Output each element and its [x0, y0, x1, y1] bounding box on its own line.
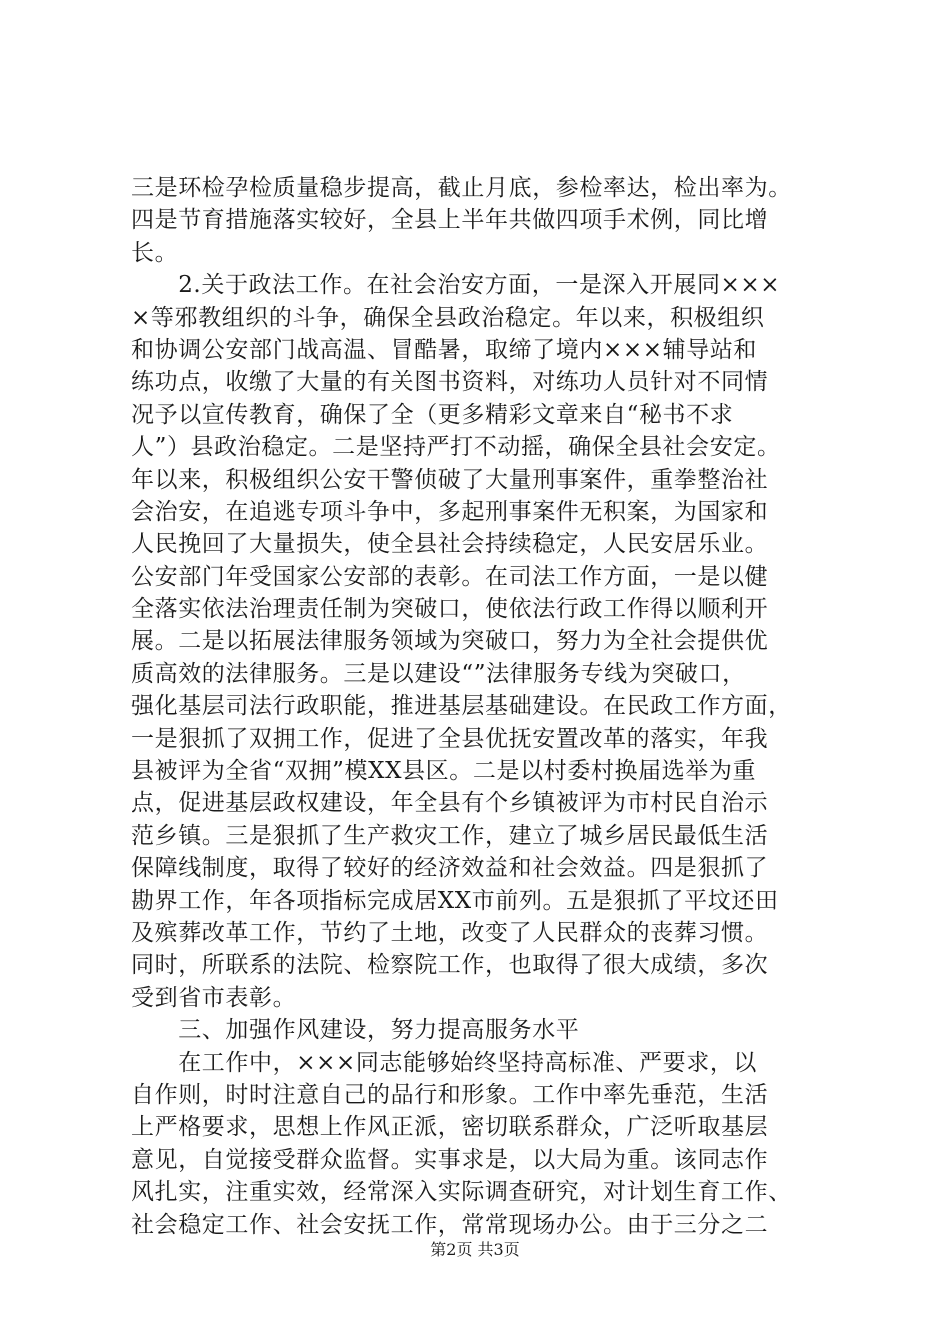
- text-line: 强化基层司法行政职能，推进基层基础建设。在民政工作方面，: [131, 693, 792, 720]
- text-line: 三是环检孕检质量稳步提高，截止月底，参检率达，检出率为。: [131, 175, 792, 201]
- text-line: 况予以宣传教育，确保了全（更多精彩文章来自“秘书不求: [131, 401, 734, 428]
- text-line: 保障线制度，取得了较好的经济效益和社会效益。四是狠抓了: [131, 855, 769, 882]
- page-footer: 第2页 共3页: [430, 1240, 520, 1259]
- text-line: 社会稳定工作、社会安抚工作，常常现场办公。由于三分之二: [131, 1211, 769, 1238]
- text-line: ×等邪教组织的斗争，确保全县政治稳定。年以来，积极组织: [131, 304, 765, 331]
- text-line: 县被评为全省“双拥”模XX县区。二是以村委村换届选举为重: [131, 758, 757, 785]
- text-line: 自作则，时时注意自己的品行和形象。工作中率先垂范，生活: [131, 1081, 769, 1108]
- text-line: 三、加强作风建设，努力提高服务水平: [131, 1017, 580, 1044]
- text-line: 长。: [131, 239, 179, 266]
- text-line: 和协调公安部门战高温、冒酷暑，取缔了境内×××辅导站和: [131, 336, 758, 363]
- text-line: 受到省市表彰。: [131, 984, 297, 1011]
- text-line: 全落实依法治理责任制为突破口，使依法行政工作得以顺利开: [131, 596, 769, 623]
- text-line: 意见，自觉接受群众监督。实事求是，以大局为重。该同志作: [131, 1146, 769, 1173]
- text-line: 一是狠抓了双拥工作，促进了全县优抚安置改革的落实，年我: [131, 725, 769, 752]
- text-line: 年以来，积极组织公安干警侦破了大量刑事案件，重拳整治社: [131, 466, 769, 493]
- text-line: 2.关于政法工作。在社会治安方面，一是深入开展同×××: [131, 272, 781, 299]
- text-line: 及殡葬改革工作，节约了土地，改变了人民群众的丧葬习惯。: [131, 919, 769, 946]
- text-line: 四是节育措施落实较好，全县上半年共做四项手术例，同比增: [131, 207, 769, 234]
- body-text: [131, 172, 853, 1241]
- text-line: 公安部门年受国家公安部的表彰。在司法工作方面，一是以健: [131, 563, 769, 590]
- text-line: 会治安，在追逃专项斗争中，多起刑事案件无积案，为国家和: [131, 498, 769, 525]
- text-line: 质高效的法律服务。三是以建设“”法律服务专线为突破口，: [131, 660, 746, 687]
- text-line: 同时，所联系的法院、检察院工作，也取得了很大成绩，多次: [131, 952, 769, 979]
- text-line: 人”）县政治稳定。二是坚持严打不动摇，确保全县社会安定。: [131, 434, 781, 461]
- text-line: 风扎实，注重实效，经常深入实际调查研究，对计划生育工作、: [131, 1179, 792, 1206]
- text-line: 展。二是以拓展法律服务领域为突破口，努力为全社会提供优: [131, 628, 769, 655]
- text-line: 勘界工作，年各项指标完成居XX市前列。五是狠抓了平坟还田: [131, 887, 779, 914]
- text-line: 点，促进基层政权建设，年全县有个乡镇被评为市村民自治示: [131, 790, 769, 817]
- text-line: 在工作中，×××同志能够始终坚持高标准、严要求，以: [131, 1049, 758, 1076]
- text-line: 上严格要求，思想上作风正派，密切联系群众，广泛听取基层: [131, 1114, 769, 1141]
- text-line: 练功点，收缴了大量的有关图书资料，对练功人员针对不同情: [131, 369, 769, 396]
- text-line: 范乡镇。三是狠抓了生产救灾工作，建立了城乡居民最低生活: [131, 822, 769, 849]
- text-line: 人民挽回了大量损失，使全县社会持续稳定，人民安居乐业。: [131, 531, 769, 558]
